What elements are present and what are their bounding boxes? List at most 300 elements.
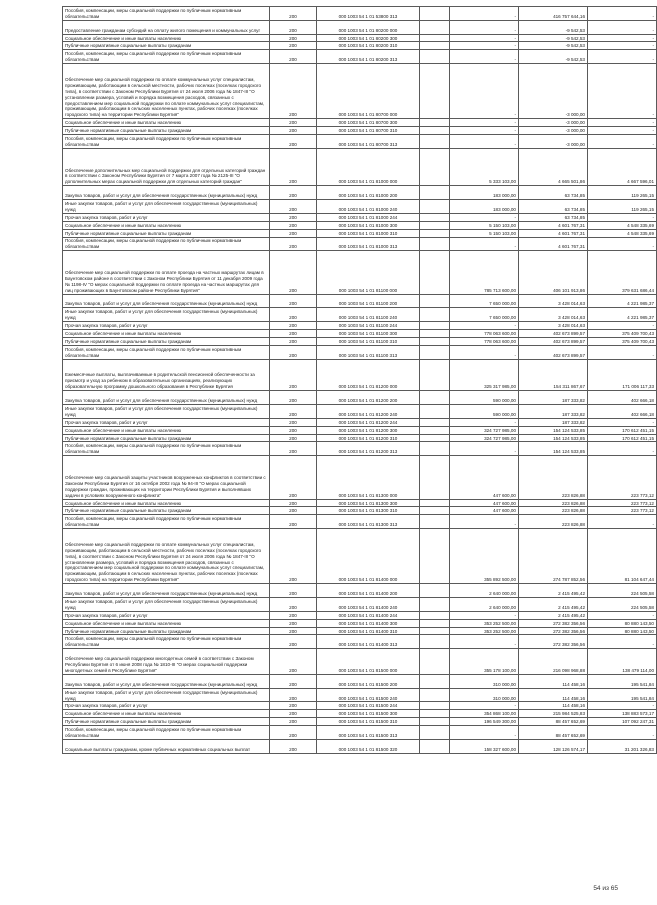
row-name-cell: Публичные нормативные социальные выплаты гражданам <box>63 229 270 237</box>
row-line-code-cell: 200 <box>270 499 317 507</box>
row-unexecuted-cell: - <box>588 135 657 149</box>
row-name-cell: Пособия, компенсации, меры социальной поддержки по публичным нормативным обязательствам <box>63 50 270 64</box>
row-line-code-cell: 200 <box>270 726 317 740</box>
row-name-cell: Обеспечение мер социальной защиты участников вооруженных конфликтов в соответствии с Законом Республики Бурятия от 16 октября 2002 года № 94-III "О мерах социальной поддержки граждан, проживающих на территории Республики Бурятия и выполнявших задачи в условиях вооруженного конфликта" <box>63 456 270 499</box>
row-unexecuted-cell: 224 505,58 <box>588 597 657 611</box>
row-unexecuted-cell: 138 479 114,00 <box>588 649 657 675</box>
row-approved-cell: 785 713 600,00 <box>450 251 519 294</box>
row-executed-cell: -9 542,53 <box>519 20 588 34</box>
row-name-cell: Иные закупки товаров, работ и услуг для обеспечения государственных (муниципальных) нужд <box>63 404 270 418</box>
row-name-cell: Пособия, компенсации, меры социальной поддержки по публичным нормативным обязательствам <box>63 345 270 359</box>
row-classification-code-cell: 000 1003 54 1 01 80200 313 <box>317 50 420 64</box>
row-approved-cell: - <box>450 611 519 619</box>
row-line-code-cell: 200 <box>270 597 317 611</box>
row-unexecuted-cell: - <box>588 42 657 50</box>
row-line-code-cell: 200 <box>270 426 317 434</box>
table-row <box>63 42 657 50</box>
row-name-cell: Пособия, компенсации, меры социальной поддержки по публичным нормативным обязательствам <box>63 135 270 149</box>
row-line-code-cell: 200 <box>270 119 317 127</box>
row-executed-cell: -3 000,00 <box>519 119 588 127</box>
table-row <box>63 404 657 418</box>
row-approved-cell: - <box>450 702 519 710</box>
row-unexecuted-cell: 223 773,12 <box>588 507 657 515</box>
row-line-code-cell: 200 <box>270 64 317 119</box>
row-unexecuted-cell: 138 883 573,17 <box>588 710 657 718</box>
row-approved-cell: 325 317 985,00 <box>450 359 519 391</box>
row-line-code-cell: 200 <box>270 688 317 702</box>
row-line-code-cell: 200 <box>270 34 317 42</box>
row-line-code-cell: 200 <box>270 229 317 237</box>
table-row <box>63 345 657 359</box>
row-name-cell: Обеспечение мер социальной поддержки по оплате коммунальных услуг специалистам, проживающим, работающим в сельской местности, рабочих поселках (поселках городского типа), в соответствии с Законом Республики Бурятия от 24 июля 2006 года № 1847-III "О установлении размера, условий и порядка возмещения расходов, связанных с предоставлением мер социальной поддержки по оплате коммунальных услуг специалистам, проживающим, работающим в сельских населенных пунктах, рабочих поселках (поселках городского типа) на территории Республики Бурятия" <box>63 529 270 584</box>
row-executed-cell: 154 124 533,85 <box>519 426 588 434</box>
row-name-cell: Социальное обеспечение и иные выплаты населению <box>63 499 270 507</box>
row-blank-cell <box>420 456 450 499</box>
row-classification-code-cell: 000 1003 54 1 01 81000 244 <box>317 213 420 221</box>
table-row <box>63 322 657 330</box>
table-row <box>63 148 657 185</box>
row-executed-cell: -3 000,00 <box>519 64 588 119</box>
row-classification-code-cell: 000 1003 54 1 01 53800 313 <box>317 7 420 21</box>
row-name-cell: Обеспечение мер социальной поддержки многодетных семей в соответствии с Законом Республики Бурятия от 6 июня 2008 года № 1810-III "О мерах социальной поддержки многодетных семей в Республике Бурятия" <box>63 649 270 675</box>
row-approved-cell: - <box>450 635 519 649</box>
row-blank-cell <box>420 584 450 598</box>
row-executed-cell: 128 126 574,17 <box>519 739 588 753</box>
row-executed-cell: 215 984 525,83 <box>519 710 588 718</box>
row-classification-code-cell: 000 1003 54 1 01 81100 000 <box>317 251 420 294</box>
row-approved-cell: - <box>450 20 519 34</box>
row-executed-cell: 114 458,16 <box>519 688 588 702</box>
table-row <box>63 391 657 405</box>
row-line-code-cell: 200 <box>270 674 317 688</box>
row-name-cell: Обеспечение мер социальной поддержки по оплате проезда на частных маршрутах лицам в Баунтовском районе в соответствии с Законом Республики Бурятия от 11 декабря 2009 года № 1198-IV "О мерах социальной поддержки по оплате проезда на частных маршрутах для лиц проживающих в Баунтовском районе Республики Бурятия" <box>63 251 270 294</box>
row-classification-code-cell: 000 1003 54 1 01 80200 300 <box>317 34 420 42</box>
row-classification-code-cell: 000 1003 54 1 01 81500 244 <box>317 702 420 710</box>
table-row <box>63 584 657 598</box>
row-blank-cell <box>420 434 450 442</box>
row-blank-cell <box>420 50 450 64</box>
row-line-code-cell: 200 <box>270 294 317 308</box>
table-row <box>63 649 657 675</box>
row-unexecuted-cell: 223 773,12 <box>588 499 657 507</box>
table-row <box>63 529 657 584</box>
row-line-code-cell: 200 <box>270 135 317 149</box>
row-blank-cell <box>420 499 450 507</box>
row-name-cell: Закупка товаров, работ и услуг для обеспечения государственных (муниципальных) нужд <box>63 584 270 598</box>
row-unexecuted-cell: 4 667 596,01 <box>588 148 657 185</box>
row-unexecuted-cell: 80 880 143,50 <box>588 619 657 627</box>
row-blank-cell <box>420 251 450 294</box>
row-approved-cell: - <box>450 50 519 64</box>
row-blank-cell <box>420 200 450 214</box>
row-name-cell: Пособия, компенсации, меры социальной поддержки по публичным нормативным обязательствам <box>63 635 270 649</box>
row-approved-cell: 324 727 985,00 <box>450 434 519 442</box>
row-line-code-cell: 200 <box>270 200 317 214</box>
row-approved-cell: 324 727 985,00 <box>450 426 519 434</box>
row-executed-cell: 223 826,88 <box>519 456 588 499</box>
row-executed-cell: 2 415 495,42 <box>519 584 588 598</box>
row-blank-cell <box>420 726 450 740</box>
row-blank-cell <box>420 294 450 308</box>
row-name-cell: Публичные нормативные социальные выплаты гражданам <box>63 42 270 50</box>
row-approved-cell: 590 000,00 <box>450 391 519 405</box>
row-executed-cell: 402 673 899,57 <box>519 337 588 345</box>
row-line-code-cell: 200 <box>270 442 317 456</box>
row-unexecuted-cell: - <box>588 418 657 426</box>
row-classification-code-cell: 000 1003 54 1 01 81500 320 <box>317 739 420 753</box>
table-row <box>63 34 657 42</box>
row-executed-cell: 88 457 652,69 <box>519 726 588 740</box>
row-classification-code-cell: 000 1003 54 1 01 80700 313 <box>317 135 420 149</box>
row-executed-cell: 114 458,16 <box>519 702 588 710</box>
row-executed-cell: 402 673 899,57 <box>519 330 588 338</box>
row-classification-code-cell: 000 1003 54 1 01 81000 310 <box>317 229 420 237</box>
table-row <box>63 330 657 338</box>
table-row <box>63 251 657 294</box>
table-row <box>63 515 657 529</box>
row-line-code-cell: 200 <box>270 308 317 322</box>
row-classification-code-cell: 000 1003 54 1 01 81200 200 <box>317 391 420 405</box>
row-unexecuted-cell: - <box>588 213 657 221</box>
row-approved-cell: 354 868 100,00 <box>450 710 519 718</box>
row-blank-cell <box>420 186 450 200</box>
row-name-cell: Социальное обеспечение и иные выплаты населению <box>63 426 270 434</box>
row-name-cell: Публичные нормативные социальные выплаты гражданам <box>63 718 270 726</box>
table-row <box>63 127 657 135</box>
row-name-cell: Закупка товаров, работ и услуг для обеспечения государственных (муниципальных) нужд <box>63 391 270 405</box>
row-classification-code-cell: 000 1003 54 1 01 81100 300 <box>317 330 420 338</box>
row-executed-cell: -9 542,53 <box>519 50 588 64</box>
row-line-code-cell: 200 <box>270 221 317 229</box>
row-approved-cell: - <box>450 442 519 456</box>
row-line-code-cell: 200 <box>270 627 317 635</box>
table-row <box>63 635 657 649</box>
row-line-code-cell: 200 <box>270 418 317 426</box>
row-line-code-cell: 200 <box>270 507 317 515</box>
row-classification-code-cell: 000 1003 54 1 01 81000 313 <box>317 237 420 251</box>
row-classification-code-cell: 000 1003 54 1 01 80700 300 <box>317 119 420 127</box>
table-row <box>63 119 657 127</box>
row-approved-cell: 447 600,00 <box>450 507 519 515</box>
row-blank-cell <box>420 739 450 753</box>
row-classification-code-cell: 000 1003 54 1 01 81400 200 <box>317 584 420 598</box>
table-row <box>63 688 657 702</box>
row-unexecuted-cell: 4 548 335,69 <box>588 229 657 237</box>
row-approved-cell: - <box>450 42 519 50</box>
row-unexecuted-cell: - <box>588 34 657 42</box>
row-approved-cell: 196 549 300,00 <box>450 718 519 726</box>
row-line-code-cell: 200 <box>270 619 317 627</box>
row-classification-code-cell: 000 1003 54 1 01 81200 313 <box>317 442 420 456</box>
row-name-cell: Иные закупки товаров, работ и услуг для обеспечения государственных (муниципальных) нужд <box>63 200 270 214</box>
row-executed-cell: 4 665 501,86 <box>519 148 588 185</box>
row-classification-code-cell: 000 1003 54 1 01 81400 000 <box>317 529 420 584</box>
row-unexecuted-cell: - <box>588 7 657 21</box>
row-blank-cell <box>420 237 450 251</box>
table-row <box>63 7 657 21</box>
table-row <box>63 726 657 740</box>
row-approved-cell: - <box>450 726 519 740</box>
row-name-cell: Социальное обеспечение и иные выплаты населению <box>63 221 270 229</box>
row-approved-cell: - <box>450 135 519 149</box>
row-line-code-cell: 200 <box>270 359 317 391</box>
row-unexecuted-cell: 170 612 451,15 <box>588 434 657 442</box>
row-executed-cell: 154 124 533,85 <box>519 442 588 456</box>
row-name-cell: Пособия, компенсации, меры социальной поддержки по публичным нормативным обязательствам <box>63 7 270 21</box>
row-blank-cell <box>420 442 450 456</box>
row-executed-cell: 3 428 014,63 <box>519 322 588 330</box>
row-unexecuted-cell: - <box>588 50 657 64</box>
table-row <box>63 611 657 619</box>
row-approved-cell: - <box>450 237 519 251</box>
row-approved-cell: - <box>450 322 519 330</box>
table-row <box>63 308 657 322</box>
row-unexecuted-cell: 375 409 700,43 <box>588 337 657 345</box>
row-classification-code-cell: 000 1003 54 1 01 81100 310 <box>317 337 420 345</box>
row-unexecuted-cell: - <box>588 702 657 710</box>
row-line-code-cell: 200 <box>270 391 317 405</box>
row-name-cell: Прочая закупка товаров, работ и услуг <box>63 418 270 426</box>
row-unexecuted-cell: - <box>588 20 657 34</box>
row-executed-cell: 3 428 014,63 <box>519 308 588 322</box>
row-name-cell: Публичные нормативные социальные выплаты гражданам <box>63 434 270 442</box>
row-unexecuted-cell: 81 104 647,44 <box>588 529 657 584</box>
row-approved-cell: 7 650 000,00 <box>450 308 519 322</box>
row-executed-cell: 4 601 767,31 <box>519 221 588 229</box>
row-blank-cell <box>420 635 450 649</box>
row-classification-code-cell: 000 1003 54 1 01 81400 240 <box>317 597 420 611</box>
row-unexecuted-cell: - <box>588 127 657 135</box>
row-unexecuted-cell: 4 221 985,37 <box>588 294 657 308</box>
row-line-code-cell: 200 <box>270 330 317 338</box>
table-row <box>63 229 657 237</box>
row-executed-cell: -9 542,53 <box>519 34 588 42</box>
table-row <box>63 627 657 635</box>
row-approved-cell: 355 178 100,00 <box>450 649 519 675</box>
row-unexecuted-cell: 4 548 335,69 <box>588 221 657 229</box>
row-name-cell: Закупка товаров, работ и услуг для обеспечения государственных (муниципальных) нужд <box>63 294 270 308</box>
row-approved-cell: 183 000,00 <box>450 200 519 214</box>
row-line-code-cell: 200 <box>270 739 317 753</box>
row-approved-cell: 2 640 000,00 <box>450 584 519 598</box>
table-row <box>63 237 657 251</box>
row-approved-cell: - <box>450 7 519 21</box>
row-name-cell: Прочая закупка товаров, работ и услуг <box>63 702 270 710</box>
row-executed-cell: 216 098 968,88 <box>519 649 588 675</box>
row-approved-cell: - <box>450 34 519 42</box>
row-blank-cell <box>420 674 450 688</box>
row-approved-cell: - <box>450 345 519 359</box>
row-classification-code-cell: 000 1003 54 1 01 81300 000 <box>317 456 420 499</box>
row-classification-code-cell: 000 1003 54 1 01 81000 000 <box>317 148 420 185</box>
row-classification-code-cell: 000 1003 54 1 01 81000 240 <box>317 200 420 214</box>
row-name-cell: Пособия, компенсации, меры социальной поддержки по публичным нормативным обязательствам <box>63 237 270 251</box>
row-blank-cell <box>420 611 450 619</box>
table-row <box>63 456 657 499</box>
row-approved-cell: 310 000,00 <box>450 688 519 702</box>
row-unexecuted-cell: 107 092 247,31 <box>588 718 657 726</box>
row-executed-cell: 4 601 767,31 <box>519 229 588 237</box>
row-executed-cell: 402 673 899,57 <box>519 345 588 359</box>
row-name-cell: Иные закупки товаров, работ и услуг для обеспечения государственных (муниципальных) нужд <box>63 688 270 702</box>
row-line-code-cell: 200 <box>270 213 317 221</box>
table-row <box>63 135 657 149</box>
row-name-cell: Публичные нормативные социальные выплаты гражданам <box>63 127 270 135</box>
row-executed-cell: 187 333,82 <box>519 418 588 426</box>
table-row <box>63 499 657 507</box>
budget-table-body <box>63 7 657 754</box>
row-classification-code-cell: 000 1003 54 1 01 81500 300 <box>317 710 420 718</box>
row-blank-cell <box>420 330 450 338</box>
row-unexecuted-cell: 379 631 686,44 <box>588 251 657 294</box>
row-unexecuted-cell: - <box>588 515 657 529</box>
row-classification-code-cell: 000 1003 54 1 01 81200 300 <box>317 426 420 434</box>
table-row <box>63 221 657 229</box>
table-row <box>63 426 657 434</box>
row-classification-code-cell: 000 1003 54 1 01 81400 300 <box>317 619 420 627</box>
row-line-code-cell: 200 <box>270 529 317 584</box>
row-executed-cell: 223 826,88 <box>519 499 588 507</box>
row-classification-code-cell: 000 1003 54 1 01 81300 313 <box>317 515 420 529</box>
row-unexecuted-cell: 80 880 143,50 <box>588 627 657 635</box>
row-approved-cell: 2 640 000,00 <box>450 597 519 611</box>
row-blank-cell <box>420 34 450 42</box>
row-classification-code-cell: 000 1003 54 1 01 81100 244 <box>317 322 420 330</box>
row-line-code-cell: 200 <box>270 251 317 294</box>
row-name-cell: Ежемесячные выплаты, выплачиваемые в родительской пенсионной обеспеченности за присмотр и уход за ребенком в образовательных организациях, реализующих образовательную программу дошкольного образования в Республике Бурятия <box>63 359 270 391</box>
row-unexecuted-cell: 119 265,15 <box>588 186 657 200</box>
row-name-cell: Прочая закупка товаров, работ и услуг <box>63 213 270 221</box>
row-approved-cell: 778 063 600,00 <box>450 337 519 345</box>
row-approved-cell: - <box>450 119 519 127</box>
row-unexecuted-cell: - <box>588 635 657 649</box>
row-blank-cell <box>420 688 450 702</box>
row-unexecuted-cell: 171 006 117,33 <box>588 359 657 391</box>
table-row <box>63 442 657 456</box>
row-blank-cell <box>420 619 450 627</box>
table-row <box>63 702 657 710</box>
row-approved-cell: 5 150 103,00 <box>450 221 519 229</box>
row-line-code-cell: 200 <box>270 456 317 499</box>
row-executed-cell: 223 826,88 <box>519 507 588 515</box>
row-blank-cell <box>420 391 450 405</box>
row-blank-cell <box>420 627 450 635</box>
row-approved-cell: 5 150 103,00 <box>450 229 519 237</box>
row-name-cell: Прочая закупка товаров, работ и услуг <box>63 322 270 330</box>
table-row <box>63 418 657 426</box>
row-classification-code-cell: 000 1003 54 1 01 81000 300 <box>317 221 420 229</box>
row-name-cell: Иные закупки товаров, работ и услуг для обеспечения государственных (муниципальных) нужд <box>63 308 270 322</box>
row-blank-cell <box>420 529 450 584</box>
row-unexecuted-cell: 195 541,84 <box>588 674 657 688</box>
row-line-code-cell: 200 <box>270 186 317 200</box>
row-line-code-cell: 200 <box>270 710 317 718</box>
row-approved-cell: 778 063 600,00 <box>450 330 519 338</box>
row-classification-code-cell: 000 1003 54 1 01 81500 240 <box>317 688 420 702</box>
row-approved-cell: 355 892 500,00 <box>450 529 519 584</box>
row-executed-cell: 63 734,85 <box>519 213 588 221</box>
row-name-cell: Иные закупки товаров, работ и услуг для обеспечения государственных (муниципальных) нужд <box>63 597 270 611</box>
row-name-cell: Публичные нормативные социальные выплаты гражданам <box>63 627 270 635</box>
row-line-code-cell: 200 <box>270 649 317 675</box>
row-unexecuted-cell: 402 666,18 <box>588 391 657 405</box>
row-blank-cell <box>420 404 450 418</box>
row-name-cell: Обеспечение мер социальной поддержки по оплате коммунальных услуг специалистам, проживающим, работающим в сельской местности, рабочих поселках (поселках городского типа), в соответствии с Законом Республики Бурятия от 24 июля 2006 года № 1847-III "О установлении размера, условий и порядка возмещения расходов, связанных с предоставлением мер социальной поддержки по оплате коммунальных услуг специалистам, проживающим, работающим в сельских населенных пунктах, рабочих поселках (поселках городского типа) на территории Республики Бурятия" <box>63 64 270 119</box>
table-row <box>63 597 657 611</box>
row-name-cell: Социальные выплаты гражданам, кроме публичных нормативных социальных выплат <box>63 739 270 753</box>
row-unexecuted-cell: - <box>588 119 657 127</box>
row-unexecuted-cell: 119 265,15 <box>588 200 657 214</box>
row-blank-cell <box>420 507 450 515</box>
row-approved-cell: 353 252 500,00 <box>450 627 519 635</box>
row-line-code-cell: 200 <box>270 404 317 418</box>
row-classification-code-cell: 000 1003 54 1 01 80700 310 <box>317 127 420 135</box>
row-unexecuted-cell: 4 221 985,37 <box>588 308 657 322</box>
row-blank-cell <box>420 42 450 50</box>
table-row <box>63 739 657 753</box>
table-row <box>63 337 657 345</box>
table-row <box>63 200 657 214</box>
row-approved-cell: 7 650 000,00 <box>450 294 519 308</box>
row-classification-code-cell: 000 1003 54 1 01 81500 313 <box>317 726 420 740</box>
row-approved-cell: - <box>450 515 519 529</box>
row-executed-cell: 2 415 495,42 <box>519 597 588 611</box>
row-line-code-cell: 200 <box>270 148 317 185</box>
row-name-cell: Закупка товаров, работ и услуг для обеспечения государственных (муниципальных) нужд <box>63 674 270 688</box>
row-unexecuted-cell: - <box>588 64 657 119</box>
row-line-code-cell: 200 <box>270 718 317 726</box>
page-number: 54 из 65 <box>593 885 618 892</box>
row-executed-cell: 416 757 644,16 <box>519 7 588 21</box>
row-unexecuted-cell: - <box>588 237 657 251</box>
row-name-cell: Социальное обеспечение и иные выплаты населению <box>63 710 270 718</box>
row-approved-cell: - <box>450 213 519 221</box>
row-approved-cell: 447 600,00 <box>450 499 519 507</box>
row-blank-cell <box>420 515 450 529</box>
row-line-code-cell: 200 <box>270 611 317 619</box>
row-blank-cell <box>420 345 450 359</box>
row-executed-cell: 88 457 652,69 <box>519 718 588 726</box>
row-classification-code-cell: 000 1003 54 1 01 80200 310 <box>317 42 420 50</box>
row-classification-code-cell: 000 1003 54 1 01 81400 244 <box>317 611 420 619</box>
row-executed-cell: -3 000,00 <box>519 127 588 135</box>
table-row <box>63 710 657 718</box>
row-name-cell: Социальное обеспечение и иные выплаты населению <box>63 330 270 338</box>
row-name-cell: Публичные нормативные социальные выплаты гражданам <box>63 507 270 515</box>
row-blank-cell <box>420 649 450 675</box>
row-classification-code-cell: 000 1003 54 1 01 81200 310 <box>317 434 420 442</box>
row-name-cell: Закупка товаров, работ и услуг для обеспечения государственных (муниципальных) нужд <box>63 186 270 200</box>
table-row <box>63 434 657 442</box>
row-name-cell: Социальное обеспечение и иные выплаты населению <box>63 34 270 42</box>
row-executed-cell: 63 734,85 <box>519 186 588 200</box>
row-approved-cell: 158 327 600,00 <box>450 739 519 753</box>
row-classification-code-cell: 000 1003 54 1 01 81100 200 <box>317 294 420 308</box>
row-blank-cell <box>420 7 450 21</box>
row-blank-cell <box>420 20 450 34</box>
row-classification-code-cell: 000 1003 54 1 01 80200 000 <box>317 20 420 34</box>
row-executed-cell: 223 826,88 <box>519 515 588 529</box>
row-executed-cell: 272 382 356,56 <box>519 619 588 627</box>
row-unexecuted-cell: - <box>588 322 657 330</box>
table-row <box>63 359 657 391</box>
row-blank-cell <box>420 135 450 149</box>
row-line-code-cell: 200 <box>270 345 317 359</box>
row-executed-cell: 187 333,82 <box>519 404 588 418</box>
row-classification-code-cell: 000 1003 54 1 01 81200 244 <box>317 418 420 426</box>
row-executed-cell: 4 601 767,31 <box>519 237 588 251</box>
row-classification-code-cell: 000 1003 54 1 01 81400 310 <box>317 627 420 635</box>
